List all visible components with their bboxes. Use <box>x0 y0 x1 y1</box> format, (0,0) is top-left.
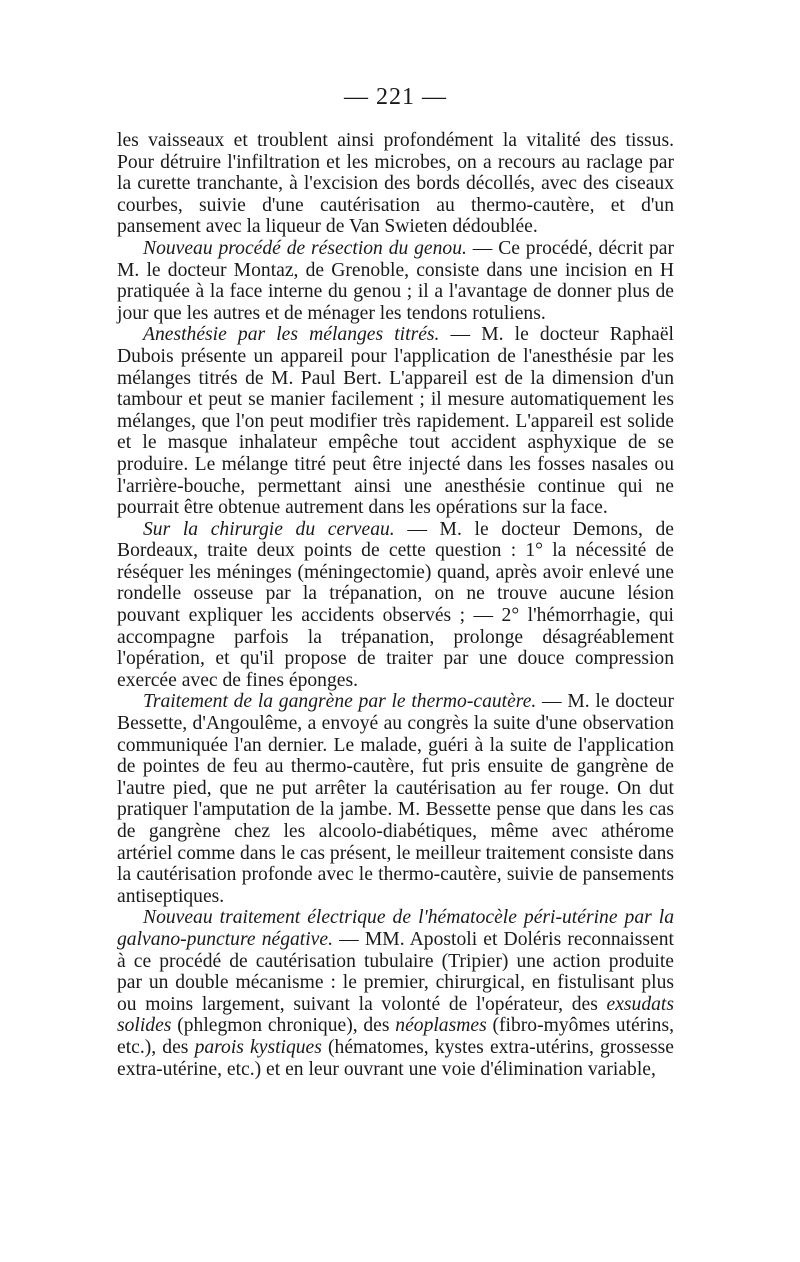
paragraph-text: (fibro-myômes utérins, etc.), des <box>117 1015 675 1058</box>
paragraph-text: — M. le docteur Demons, de Bordeaux, traite deux points de cette question : 1° la nécessité de réséquer les méninges (méningectomie) quand, après avoir enlevé une rondelle osseuse par la trépanation, on ne trouve aucune lésion pouvant expliquer les accidents observés ; — 2° l'hémorrhagie, qui accompagne parfois la trépanation, prolonge désagréablement l'opération, et qu'il propose de traiter par une douce compression exercée avec de fines éponges. <box>117 518 674 691</box>
paragraph-text: — Ce procédé, décrit par M. le docteur Montaz, de Grenoble, consiste dans une incision en H pratiquée à la face interne du genou ; il a l'avantage de donner plus de jour que les autres et de ménager les tendons rotuliens. <box>117 237 674 324</box>
paragraph-hematocele <box>117 907 674 1080</box>
paragraph-title: Nouveau traitement électrique de l'hématocèle péri-utérine par la galvano-puncture négative. <box>117 907 674 950</box>
paragraph-chirurgie-cerveau <box>117 519 674 692</box>
paragraph-text: (hématomes, kystes extra-utérins, grossesse extra-utérine, etc.) et en leur ouvrant une voie d'élimination variable, <box>117 1036 675 1080</box>
italic-term: parois kystiques <box>194 1036 322 1058</box>
paragraph-title: Sur la chirurgie du cerveau. <box>143 518 395 540</box>
paragraph-resection-genou <box>117 238 674 324</box>
paragraph-title: Nouveau procédé de résection du genou. <box>143 237 467 259</box>
paragraph-title: Anesthésie par les mélanges titrés. <box>143 324 440 346</box>
paragraph-continuation <box>117 130 674 238</box>
paragraph-anesthesie <box>117 324 674 518</box>
paragraph-title: Traitement de la gangrène par le thermo-cautère. <box>143 691 537 713</box>
paragraph-text: (phlegmon chronique), des <box>171 1015 396 1037</box>
italic-term: néoplasmes <box>395 1015 487 1037</box>
italic-term: exsudats solides <box>117 993 674 1037</box>
paragraph-text: — MM. Apostoli et Doléris reconnaissent à ce procédé de cautérisation tubulaire (Tripier) une action produite par un double mécanisme : le premier, chirurgical, en fistulisant plus ou moins largement, suivant la volonté de l'opérateur, des <box>117 928 674 1015</box>
page-number: — 221 — <box>344 84 447 110</box>
paragraph-text: — M. le docteur Raphaël Dubois présente un appareil pour l'application de l'anesthésie par les mélanges titrés de M. Paul Bert. L'appareil est de la dimension d'un tambour et peut se manier facilement ; il mesure automatiquement les mélanges, que l'on peut modifier très rapidement. L'appareil est solide et le masque inhalateur empêche tout accident asphyxique de se produire. Le mélange titré peut être injecté dans les fosses nasales ou l'arrière-bouche, permettant ainsi une anesthésie continue qui ne pourrait être obtenue autrement dans les opérations sur la face. <box>117 324 674 519</box>
paragraph-gangrene <box>117 691 674 907</box>
paragraph-text: — M. le docteur Bessette, d'Angoulême, a envoyé au congrès la suite d'une observation communiquée l'an dernier. Le malade, guéri à la suite de l'application de pointes de feu au thermo-cautère, fut pris ensuite de gangrène de l'autre pied, que ne put arrêter la cautérisation au fer rouge. On dut pratiquer l'amputation de la jambe. M. Bessette pense que dans les cas de gangrène chez les alcoolo-diabétiques, même avec athérome artériel comme dans le cas présent, le meilleur traitement consiste dans la cautérisation profonde avec le thermo-cautère, suivie de pansements antiseptiques. <box>117 691 674 907</box>
paragraph-text: les vaisseaux et troublent ainsi profondément la vitalité des tissus. Pour détruire l'infiltration et les microbes, on a recours au raclage par la curette tranchante, à l'excision des bords décollés, avec des ciseaux courbes, suivie d'une cautérisation au thermo-cautère, et d'un pansement avec la liqueur de Van Swieten dédoublée. <box>117 130 674 238</box>
page-body <box>117 130 674 1080</box>
